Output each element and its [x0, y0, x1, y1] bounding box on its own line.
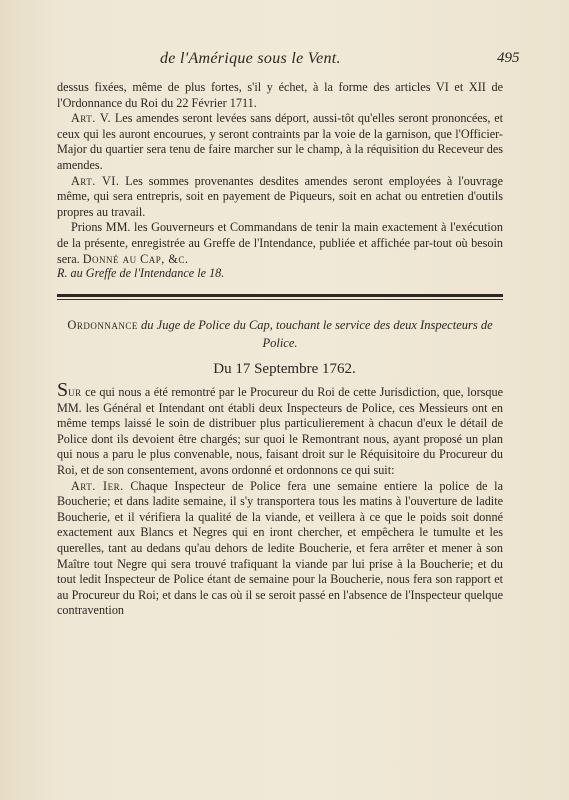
- ordonnance-heading: [57, 316, 503, 352]
- article-5-text: Les amendes seront levées sans déport, aussi-tôt qu'elles seront prononcées, et ceux qui les auront encourues, y seront contraints par la voie de la garnison, que l'Officier-Major du quartier sera tenu de faire marcher sur le champ, à la réquisition du Receveur des amendes.: [57, 111, 503, 172]
- donne-text: Donné au Cap, &c.: [82, 251, 189, 266]
- ordonnance-heading-text: du Juge de Police du Cap, touchant le service des deux Inspecteurs de Police.: [137, 318, 493, 350]
- prions-paragraph: [57, 220, 503, 267]
- article-1: [57, 479, 503, 619]
- intro-paragraph: [57, 379, 503, 479]
- registration-note: R. au Greffe de l'Intendance le 18.: [57, 266, 225, 280]
- article-1-text: Chaque Inspecteur de Police fera une semaine entiere la police de la Boucherie; et dans ladite semaine, il s'y transportera tous les matins à l'ouverture de ladite Boucherie, et il vérifiera la qualité de la viande, et veillera à ce que le poids soit donné exactement aux Blancs et Negres qui en iront chercher, et empêchera le tumulte et les querelles, tant au dedans qu'au dehors de ledite Boucherie, et fera arrêter et mener à son Maître tout Negre qui sera trouvé trafiquant la viande par lui prise à la Boucherie; et du tout ledit Inspecteur de Police étant de semaine pour la Boucherie, nous fera son rapport et au Procureur du Roi; et dans le cas où il se seroit passé en l'absence de l'Inspecteur quelque contravention: [57, 478, 503, 618]
- intro-small-caps: ur: [68, 385, 82, 399]
- article-5-label: Art. V.: [71, 111, 112, 126]
- page-number: 495: [497, 50, 520, 66]
- article-6: [57, 174, 503, 221]
- divider-thick-line: [57, 294, 503, 297]
- section-divider: [57, 294, 503, 302]
- divider-thin-line: [57, 299, 503, 300]
- ordonnance-heading-label: Ordonnance: [67, 318, 138, 332]
- drop-cap: S: [57, 379, 69, 401]
- article-5: [57, 111, 503, 173]
- ordonnance-body: [57, 379, 503, 619]
- page-header: [0, 50, 569, 72]
- article-6-label: Art. VI.: [71, 173, 120, 188]
- article-6-text: Les sommes provenantes desdites amendes seront employées à l'ouvrage même, qui sera entrepris, soit en payement de Piqueurs, soit en achat ou entretien d'outils propres au travail.: [57, 173, 503, 219]
- ordonnance-date: Du 17 Septembre 1762.: [213, 361, 356, 377]
- running-title: de l'Amérique sous le Vent.: [160, 50, 341, 67]
- prions-text: Prions MM. les Gouverneurs et Commandans de tenir la main exactement à l'exécution de la présente, enregistrée au Greffe de l'Intendance, publiée et affichée par-tout où besoin sera.: [57, 220, 503, 266]
- continuation-paragraph: dessus fixées, même de plus fortes, s'il y échet, à la forme des articles VI et XII de l'Ordonnance du Roi du 22 Février 1711.: [57, 80, 503, 110]
- top-section: [57, 80, 503, 267]
- intro-text: ce qui nous a été remontré par le Procureur du Roi de cette Jurisdiction, que, lorsque MM. les Général et Intendant ont établi deux Inspecteurs de Police, ces Messieurs ont en même temps laissé le soin de distribuer plus particulierement à chacun d'eux le détail de Police dont ils devoient être chargés; sur quoi le Remontrant nous, ayant proposé un plan qui nous a paru le plus convenable, nous, faisant droit sur le Réquisitoire du Procureur du Roi, et de son consentement, avons ordonné et ordonnons ce qui suit:: [57, 385, 503, 477]
- article-1-label: Art. Ier.: [71, 478, 124, 493]
